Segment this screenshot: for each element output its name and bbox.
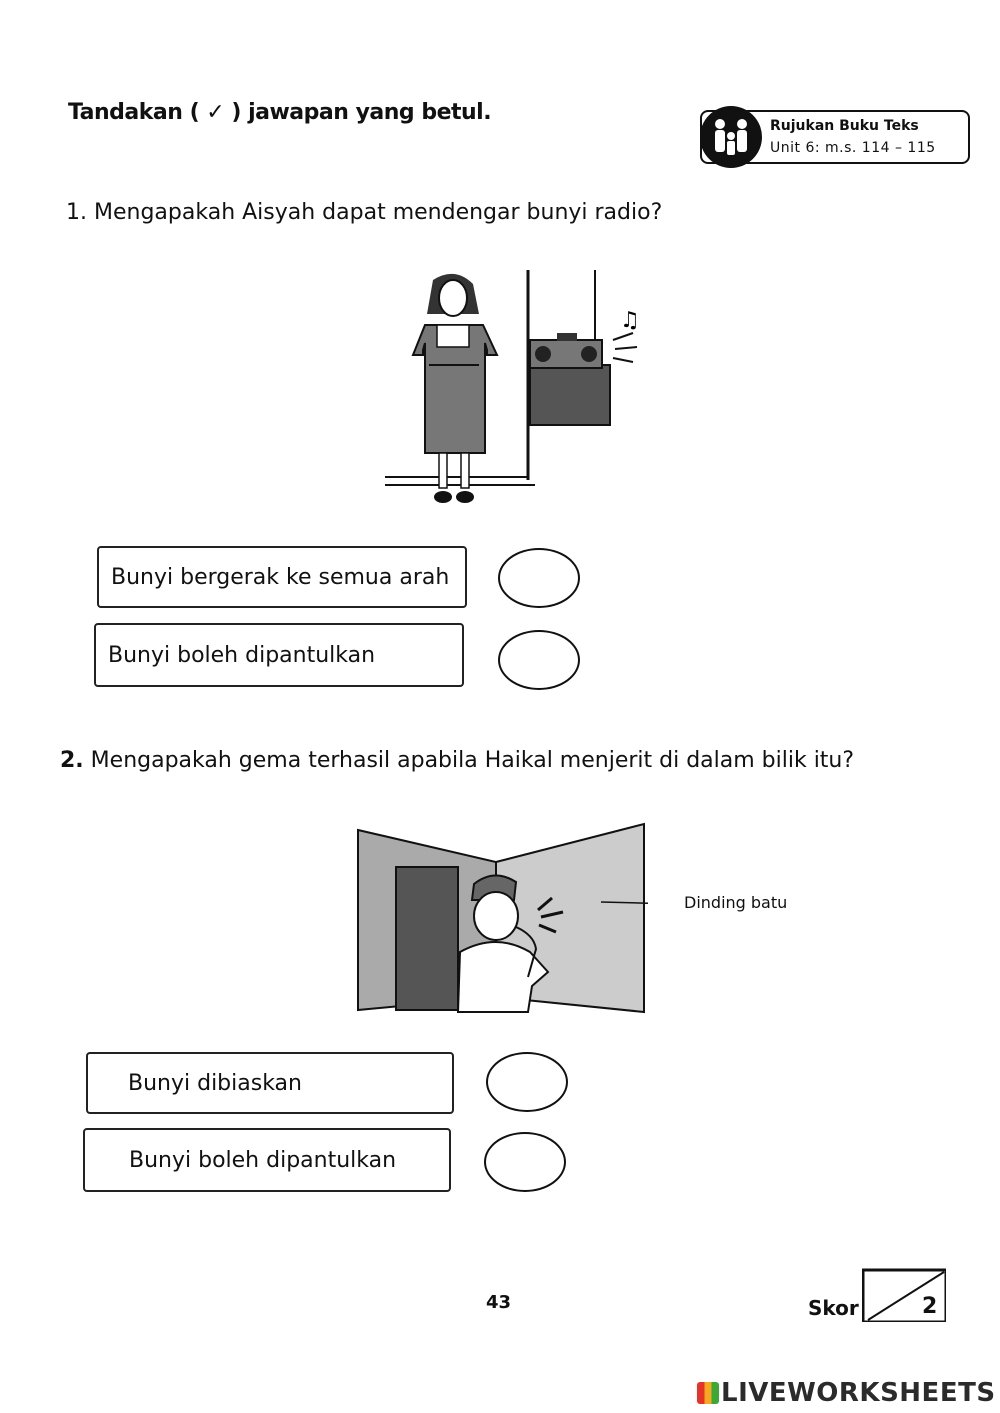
wall-label: Dinding batu	[684, 893, 788, 912]
score-total: 2	[922, 1294, 938, 1319]
question-2-text: Mengapakah gema terhasil apabila Haikal menjerit di dalam bilik itu?	[90, 748, 855, 773]
liveworksheets-logo	[697, 1378, 996, 1408]
score-label: Skor	[808, 1296, 859, 1320]
q1-option-1	[97, 546, 467, 608]
q1-option-1-label: Bunyi bergerak ke semua arah	[111, 564, 450, 590]
svg-text:♫: ♫	[620, 308, 640, 333]
q2-option-1-checkbox[interactable]	[486, 1052, 568, 1112]
instruction-text: Tandakan ( ✓ ) jawapan yang betul.	[68, 100, 492, 125]
q1-option-2-label: Bunyi boleh dipantulkan	[108, 642, 376, 668]
q2-option-2-label: Bunyi boleh dipantulkan	[129, 1147, 397, 1173]
liveworksheets-badge-icon	[697, 1382, 719, 1404]
score-box	[862, 1268, 946, 1322]
question-2	[60, 748, 854, 773]
girl-and-radio-illustration	[385, 265, 655, 515]
liveworksheets-brand: LIVEWORKSHEETS	[721, 1378, 996, 1408]
q1-option-1-checkbox[interactable]	[498, 548, 580, 608]
question-1	[66, 200, 662, 225]
question-1-number: 1.	[66, 200, 87, 225]
reference-title: Rujukan Buku Teks	[770, 118, 919, 134]
family-icon	[700, 106, 762, 168]
question-1-text: Mengapakah Aisyah dapat mendengar bunyi radio?	[94, 200, 663, 225]
q1-option-2	[94, 623, 464, 687]
q2-option-1-label: Bunyi dibiaskan	[128, 1070, 302, 1096]
q2-option-2	[83, 1128, 451, 1192]
q1-option-2-checkbox[interactable]	[498, 630, 580, 690]
q2-option-1	[86, 1052, 454, 1114]
question-2-number: 2.	[60, 748, 84, 773]
reference-subtitle: Unit 6: m.s. 114 – 115	[770, 140, 936, 156]
page-number: 43	[486, 1292, 512, 1313]
boy-shouting-illustration	[356, 822, 648, 1014]
q2-option-2-checkbox[interactable]	[484, 1132, 566, 1192]
